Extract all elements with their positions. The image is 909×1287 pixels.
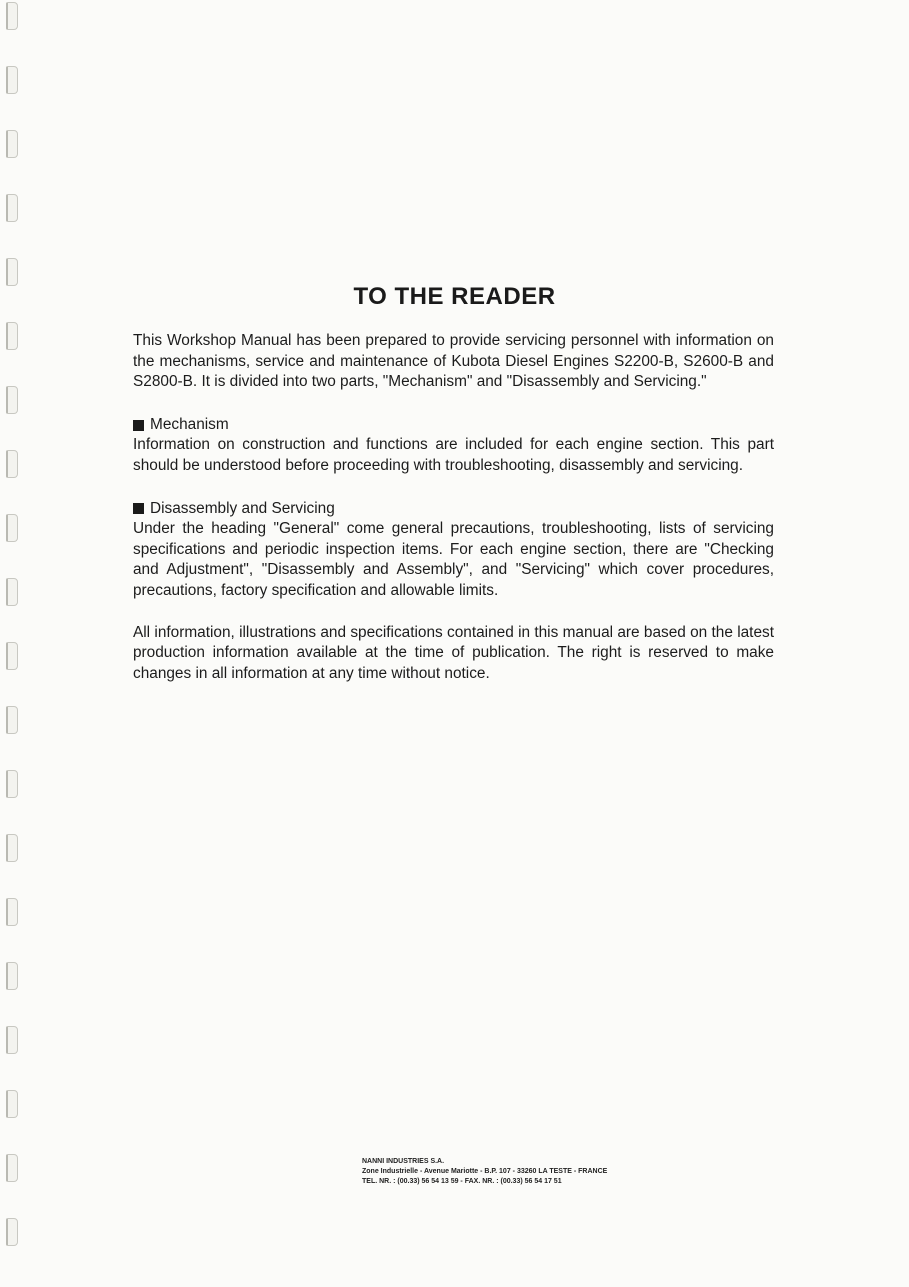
section-mechanism <box>133 415 774 477</box>
binding-ring <box>6 1090 18 1118</box>
section-body: Under the heading "General" come general precautions, troubleshooting, lists of servicing specifications and periodic inspection items. For each engine section, there are "Checking and Adjustment", "Disassembly and Assembly", and "Servicing" which cover procedures, precautions, factory specification and allowable limits. <box>133 520 774 599</box>
binding-ring <box>6 450 18 478</box>
binding-ring <box>6 514 18 542</box>
binding-ring <box>6 898 18 926</box>
page-title: TO THE READER <box>353 283 556 310</box>
binding-ring <box>6 66 18 94</box>
binding-ring <box>6 578 18 606</box>
binding-ring <box>6 322 18 350</box>
closing-paragraph: All information, illustrations and specifications contained in this manual are based on the latest production information available at the time of publication. The right is reserved to make changes in all information at any time without notice. <box>133 623 774 682</box>
section-body: Information on construction and functions are included for each engine section. This part should be understood before proceeding with troubleshooting, disassembly and servicing. <box>133 436 774 474</box>
square-bullet-icon <box>133 420 144 431</box>
binding-ring <box>6 2 18 30</box>
binding-ring <box>6 962 18 990</box>
section-heading <box>133 499 774 520</box>
footer-company: NANNI INDUSTRIES S.A. <box>362 1158 445 1165</box>
intro-paragraph: This Workshop Manual has been prepared to provide servicing personnel with information on the mechanisms, service and maintenance of Kubota Diesel Engines S2200-B, S2600-B and S2800-B. It is divided into two parts, "Mechanism" and "Disassembly and Servicing." <box>133 332 774 391</box>
section-disassembly-servicing <box>133 499 774 602</box>
footer-address: Zone Industrielle - Avenue Mariotte - B.P. 107 - 33260 LA TESTE - FRANCE <box>362 1168 608 1175</box>
ring-binding <box>6 0 20 1287</box>
section-heading-label: Disassembly and Servicing <box>150 499 335 517</box>
section-heading-label: Mechanism <box>150 415 229 433</box>
company-footer <box>362 1157 662 1187</box>
footer-contact: TEL. NR. : (00.33) 56 54 13 59 - FAX. NR. : (00.33) 56 54 17 51 <box>362 1178 562 1185</box>
square-bullet-icon <box>133 503 144 514</box>
binding-ring <box>6 834 18 862</box>
binding-ring <box>6 642 18 670</box>
binding-ring <box>6 1218 18 1246</box>
binding-ring <box>6 194 18 222</box>
binding-ring <box>6 258 18 286</box>
binding-ring <box>6 1154 18 1182</box>
section-heading <box>133 415 774 436</box>
binding-ring <box>6 1026 18 1054</box>
binding-ring <box>6 706 18 734</box>
page-content <box>133 331 774 684</box>
binding-ring <box>6 130 18 158</box>
binding-ring <box>6 770 18 798</box>
binding-ring <box>6 386 18 414</box>
